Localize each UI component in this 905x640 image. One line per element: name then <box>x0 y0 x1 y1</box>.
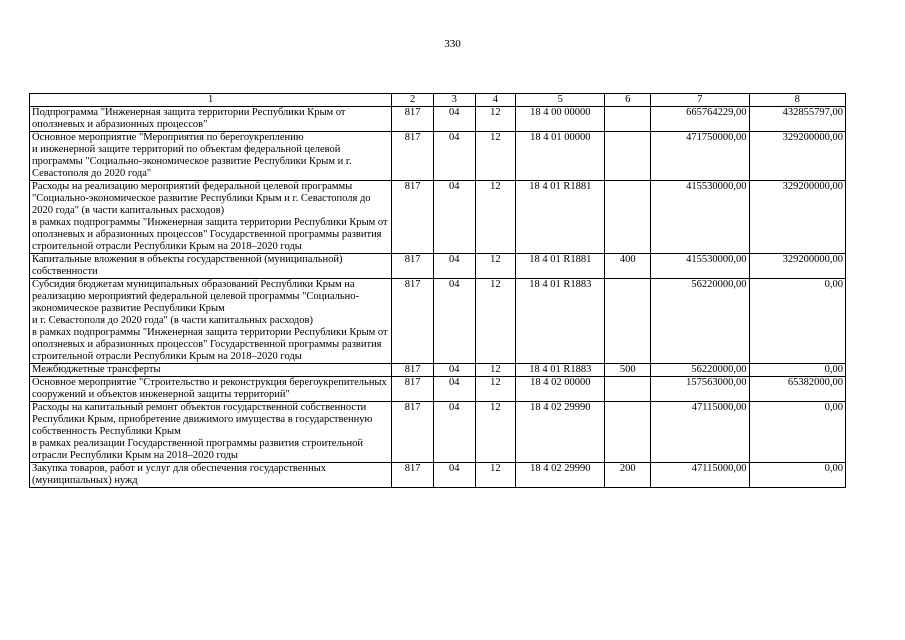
subsection-code: 12 <box>475 107 516 132</box>
ministry-code: 817 <box>392 402 434 463</box>
table-row <box>30 279 846 364</box>
amount-col8: 0,00 <box>749 279 845 364</box>
amount-col7: 415530000,00 <box>651 254 749 279</box>
column-header: 5 <box>516 94 605 107</box>
subsection-code: 12 <box>475 402 516 463</box>
section-code: 04 <box>433 364 475 377</box>
amount-col8: 65382000,00 <box>749 377 845 402</box>
expense-type-code: 200 <box>605 463 651 488</box>
ministry-code: 817 <box>392 107 434 132</box>
table-header <box>30 94 846 107</box>
amount-col8: 0,00 <box>749 402 845 463</box>
section-code: 04 <box>433 377 475 402</box>
table-row <box>30 181 846 254</box>
ministry-code: 817 <box>392 463 434 488</box>
amount-col8: 0,00 <box>749 463 845 488</box>
table-row <box>30 377 846 402</box>
target-article-code: 18 4 02 00000 <box>516 377 605 402</box>
table-row <box>30 132 846 181</box>
expense-type-code <box>605 377 651 402</box>
target-article-code: 18 4 01 R1883 <box>516 364 605 377</box>
table-body <box>30 107 846 488</box>
expense-type-code: 500 <box>605 364 651 377</box>
target-article-code: 18 4 01 00000 <box>516 132 605 181</box>
column-header: 8 <box>749 94 845 107</box>
ministry-code: 817 <box>392 377 434 402</box>
column-header: 6 <box>605 94 651 107</box>
section-code: 04 <box>433 132 475 181</box>
subsection-code: 12 <box>475 279 516 364</box>
target-article-code: 18 4 02 29990 <box>516 402 605 463</box>
section-code: 04 <box>433 254 475 279</box>
amount-col7: 415530000,00 <box>651 181 749 254</box>
ministry-code: 817 <box>392 279 434 364</box>
amount-col8: 329200000,00 <box>749 181 845 254</box>
ministry-code: 817 <box>392 181 434 254</box>
table-row <box>30 402 846 463</box>
row-name: Субсидия бюджетам муниципальных образований Республики Крым на реализацию мероприятий федеральной целевой программы "Социально-экономическое развитие Республики Крым и г. Севастополя до 2020 года" (в части капитальных расходов) в рамках подпрограммы "Инженерная защита территории Республики Крым от оползневых и абразионных процессов" Государственной программы развития строительной отрасли Республики Крым на 2018–2020 годы <box>30 279 392 364</box>
row-name: Закупка товаров, работ и услуг для обеспечения государственных (муниципальных) нужд <box>30 463 392 488</box>
row-name: Основное мероприятие "Строительство и реконструкция берегоукрепительных сооружений и объектов инженерной защиты территорий" <box>30 377 392 402</box>
subsection-code: 12 <box>475 132 516 181</box>
row-name: Расходы на реализацию мероприятий федеральной целевой программы "Социально-экономическое развитие Республики Крым и г. Севастополя до 2020 года" (в части капитальных расходов) в рамках подпрограммы "Инженерная защита территории Республики Крым от оползневых и абразионных процессов" Государственной программы развития строительной отрасли Республики Крым на 2018–2020 годы <box>30 181 392 254</box>
ministry-code: 817 <box>392 364 434 377</box>
section-code: 04 <box>433 107 475 132</box>
ministry-code: 817 <box>392 132 434 181</box>
page-number: 330 <box>444 38 461 50</box>
section-code: 04 <box>433 463 475 488</box>
target-article-code: 18 4 02 29990 <box>516 463 605 488</box>
amount-col8: 329200000,00 <box>749 132 845 181</box>
expense-type-code <box>605 107 651 132</box>
amount-col8: 0,00 <box>749 364 845 377</box>
table-row <box>30 364 846 377</box>
expense-type-code <box>605 279 651 364</box>
row-name: Расходы на капитальный ремонт объектов государственной собственности Республики Крым, приобретение движимого имущества в государственную собственность Республики Крым в рамках реализации Государственной программы развития строительной отрасли Республики Крым на 2018–2020 годы <box>30 402 392 463</box>
amount-col7: 47115000,00 <box>651 402 749 463</box>
column-header: 1 <box>30 94 392 107</box>
column-header: 4 <box>475 94 516 107</box>
column-header: 7 <box>651 94 749 107</box>
target-article-code: 18 4 01 R1881 <box>516 254 605 279</box>
subsection-code: 12 <box>475 364 516 377</box>
table-row <box>30 254 846 279</box>
row-name: Межбюджетные трансферты <box>30 364 392 377</box>
column-header: 3 <box>433 94 475 107</box>
amount-col7: 47115000,00 <box>651 463 749 488</box>
amount-col7: 471750000,00 <box>651 132 749 181</box>
section-code: 04 <box>433 279 475 364</box>
section-code: 04 <box>433 402 475 463</box>
amount-col7: 157563000,00 <box>651 377 749 402</box>
table-row <box>30 107 846 132</box>
amount-col8: 329200000,00 <box>749 254 845 279</box>
section-code: 04 <box>433 181 475 254</box>
target-article-code: 18 4 00 00000 <box>516 107 605 132</box>
row-name: Капитальные вложения в объекты государственной (муниципальной) собственности <box>30 254 392 279</box>
expense-type-code <box>605 181 651 254</box>
expense-type-code <box>605 402 651 463</box>
row-name: Подпрограмма "Инженерная защита территории Республики Крым от оползневых и абразионных процессов" <box>30 107 392 132</box>
subsection-code: 12 <box>475 181 516 254</box>
subsection-code: 12 <box>475 463 516 488</box>
expense-type-code: 400 <box>605 254 651 279</box>
header-row <box>30 94 846 107</box>
amount-col7: 56220000,00 <box>651 364 749 377</box>
amount-col7: 665764229,00 <box>651 107 749 132</box>
budget-table <box>29 93 846 488</box>
table-row <box>30 463 846 488</box>
subsection-code: 12 <box>475 377 516 402</box>
subsection-code: 12 <box>475 254 516 279</box>
ministry-code: 817 <box>392 254 434 279</box>
amount-col7: 56220000,00 <box>651 279 749 364</box>
expense-type-code <box>605 132 651 181</box>
row-name: Основное мероприятие "Мероприятия по берегоукреплению и инженерной защите территорий по объектам федеральной целевой программы "Социально-экономическое развитие Республики Крым и г. Севастополя до 2020 года" <box>30 132 392 181</box>
target-article-code: 18 4 01 R1881 <box>516 181 605 254</box>
amount-col8: 432855797,00 <box>749 107 845 132</box>
column-header: 2 <box>392 94 434 107</box>
target-article-code: 18 4 01 R1883 <box>516 279 605 364</box>
